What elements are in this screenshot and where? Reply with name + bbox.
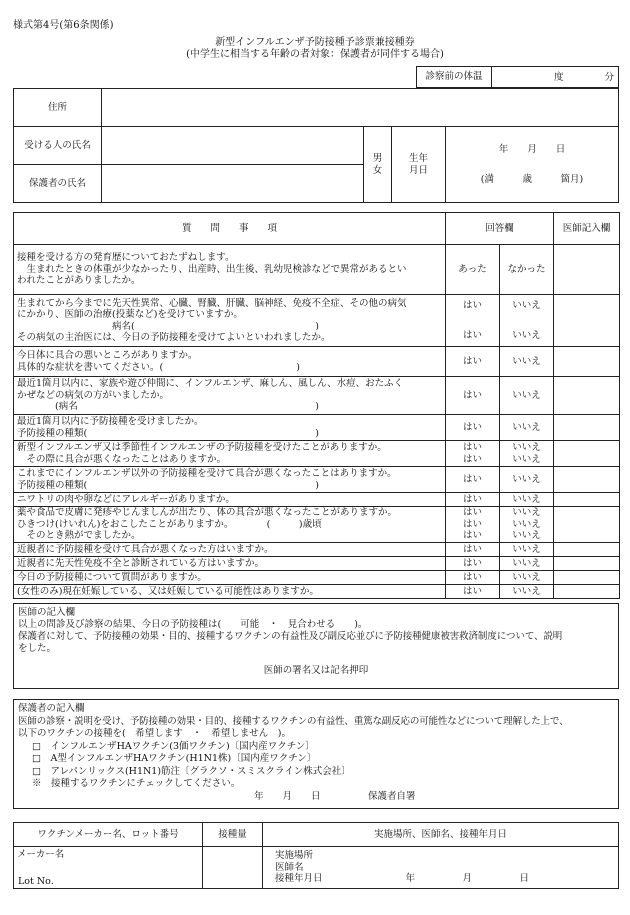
question-row bbox=[14, 377, 620, 415]
dose-field[interactable] bbox=[203, 847, 263, 889]
question-line: (女性のみ)現在妊娠している、又は妊娠している可能性はありますか。 bbox=[17, 585, 319, 597]
temperature-field[interactable] bbox=[492, 67, 619, 88]
answer-yes-cell[interactable] bbox=[446, 245, 500, 295]
answer-option[interactable]: いいえ bbox=[512, 421, 541, 433]
answer-option[interactable]: いいえ bbox=[512, 518, 541, 530]
question-row bbox=[14, 441, 620, 467]
question-row bbox=[14, 543, 620, 557]
doctor-explanation: 保護者に対して、予防接種の効果・目的、接種するワクチンの有益性及び副反応並びに予防接種健康被害救済制度について、説明 bbox=[18, 631, 563, 642]
question-text bbox=[14, 507, 446, 543]
answer-option[interactable]: はい bbox=[462, 507, 482, 519]
question-line: その際に具合が悪くなったことはありますか。 bbox=[17, 453, 227, 465]
address-label: 住所 bbox=[14, 89, 102, 127]
answer-option[interactable]: はい bbox=[462, 571, 482, 583]
answer-option[interactable]: はい bbox=[462, 389, 482, 401]
answer-yes-cell[interactable] bbox=[446, 295, 500, 347]
answer-option[interactable]: いいえ bbox=[512, 300, 541, 311]
question-text bbox=[14, 295, 446, 347]
answer-yes-cell[interactable] bbox=[446, 415, 500, 441]
doctor-notes-cell[interactable] bbox=[554, 347, 620, 377]
temperature-label: 診察前の体温 bbox=[417, 67, 492, 88]
vaccine-note: ※ 接種するワクチンにチェックしてください。 bbox=[32, 778, 241, 789]
doctor-notes-cell[interactable] bbox=[554, 493, 620, 507]
question-table bbox=[13, 212, 620, 599]
answer-option[interactable]: はい bbox=[462, 421, 482, 433]
doctor-notes-cell[interactable] bbox=[554, 557, 620, 571]
answer-no-cell[interactable] bbox=[500, 441, 554, 467]
answer-option[interactable]: はい bbox=[462, 493, 482, 505]
answer-yes-cell[interactable] bbox=[446, 557, 500, 571]
question-row bbox=[14, 585, 620, 599]
form-title: 新型インフルエンザ予防接種予診票兼接種券 bbox=[215, 37, 415, 48]
question-line: にかかり、医師の治療(投薬など)を受けていますか。 bbox=[17, 309, 243, 320]
place-doctor-date-field[interactable] bbox=[263, 847, 619, 889]
question-row bbox=[14, 507, 620, 543]
doctor-section bbox=[13, 603, 619, 689]
question-row bbox=[14, 571, 620, 585]
answer-yes-cell[interactable] bbox=[446, 377, 500, 415]
question-line: その病気の主治医には、今日の予防接種を受けてよいといわれましたか。 bbox=[17, 332, 331, 343]
question-line: これまでにインフルエンザ以外の予防接種を受けて具合が悪くなったことはありますか。 bbox=[17, 468, 397, 479]
birthdate-field[interactable] bbox=[446, 127, 619, 203]
answer-no-cell[interactable] bbox=[500, 377, 554, 415]
doctor-notes-cell[interactable] bbox=[554, 507, 620, 543]
birth-label-2: 月日 bbox=[408, 164, 428, 176]
date-row bbox=[275, 873, 615, 885]
date-label: 接種年月日 bbox=[275, 873, 323, 885]
male-label: 男 bbox=[372, 153, 383, 165]
answer-yes-cell[interactable] bbox=[446, 467, 500, 493]
sex-cell[interactable] bbox=[364, 127, 392, 203]
question-line: そのとき熱がでましたか。 bbox=[17, 530, 141, 542]
doctor-notes-cell[interactable] bbox=[554, 295, 620, 347]
question-row bbox=[14, 347, 620, 377]
answer-option[interactable]: はい bbox=[462, 442, 482, 453]
doctor-notes-cell[interactable] bbox=[554, 441, 620, 467]
question-text bbox=[14, 245, 446, 295]
guardian-field[interactable] bbox=[102, 165, 364, 203]
answer-no-cell[interactable] bbox=[500, 585, 554, 599]
doctor-notes-cell[interactable] bbox=[554, 543, 620, 557]
answer-yes-cell[interactable] bbox=[446, 493, 500, 507]
answer-option[interactable]: はい bbox=[462, 355, 482, 367]
question-line: われたことがありましたか。 bbox=[17, 275, 141, 287]
question-line: 最近1箇月以内に予防接種を受けましたか。 bbox=[17, 416, 204, 427]
answer-option[interactable]: はい bbox=[462, 300, 482, 311]
question-line: 生まれたときの体重が少なかったり、出産時、出生後、乳幼児検診などで異常があるとい bbox=[17, 263, 407, 275]
answer-no-cell[interactable] bbox=[500, 245, 554, 295]
answer-option[interactable]: いいえ bbox=[512, 473, 541, 485]
guardian-choice[interactable]: 以下のワクチンの接種を( 希望します ・ 希望しません )。 bbox=[18, 728, 291, 739]
question-text bbox=[14, 377, 446, 415]
minute-unit: 分 bbox=[604, 72, 614, 83]
doctor-judgement: 以上の問診及び診察の結果、今日の予防接種は( 可能 ・ 見合わせる )。 bbox=[18, 619, 368, 630]
answer-no-cell[interactable] bbox=[500, 557, 554, 571]
form-subtitle: (中学生に相当する年齢の者対象：保護者が同伴する場合) bbox=[186, 49, 444, 60]
maker-lot-header: ワクチンメーカー名、ロット番号 bbox=[14, 823, 203, 847]
lot-label: Lot No. bbox=[18, 875, 54, 887]
guardian-section bbox=[13, 699, 619, 809]
answer-yes-cell[interactable] bbox=[446, 585, 500, 599]
question-line: 新型インフルエンザ又は季節性インフルエンザの予防接種を受けたことがありますか。 bbox=[17, 442, 387, 453]
question-text bbox=[14, 347, 446, 377]
doctor-name-label: 医師名 bbox=[275, 861, 304, 873]
answer-no-cell[interactable] bbox=[500, 493, 554, 507]
question-line: 生まれてから今までに先天性異常、心臓、腎臓、肝臓、脳神経、免疫不全症、その他の病気 bbox=[17, 297, 407, 309]
question-line: (病名 ) bbox=[17, 401, 319, 413]
answer-option[interactable]: はい bbox=[462, 329, 482, 341]
answer-option[interactable]: はい bbox=[462, 453, 482, 465]
question-row bbox=[14, 493, 620, 507]
guardian-section-title: 保護者の記入欄 bbox=[18, 703, 85, 714]
question-text bbox=[14, 571, 446, 585]
answer-option[interactable]: なかった bbox=[507, 263, 546, 275]
answer-yes-cell[interactable] bbox=[446, 507, 500, 543]
answer-option[interactable]: いいえ bbox=[512, 453, 541, 465]
question-text bbox=[14, 441, 446, 467]
question-row bbox=[14, 245, 620, 295]
doctor-signature-label[interactable]: 医師の署名又は記名押印 bbox=[263, 665, 369, 676]
question-line: 今日体に具合の悪いところがありますか。 bbox=[17, 350, 198, 361]
question-line: 接種を受ける方の発育歴についておたずねします。 bbox=[17, 252, 235, 264]
question-text bbox=[14, 543, 446, 557]
birth-label-1: 生年 bbox=[408, 153, 428, 165]
question-text bbox=[14, 585, 446, 599]
answer-no-cell[interactable] bbox=[500, 415, 554, 441]
question-line: 近親者に予防接種を受けて具合が悪くなった方はいますか。 bbox=[17, 543, 274, 555]
answer-header: 回答欄 bbox=[446, 213, 554, 245]
maker-lot-field[interactable] bbox=[14, 847, 203, 889]
doctor-notes-cell[interactable] bbox=[554, 571, 620, 585]
question-row bbox=[14, 415, 620, 441]
question-row bbox=[14, 295, 620, 347]
vaccination-record-table bbox=[13, 822, 619, 889]
doctor-section-title: 医師の記入欄 bbox=[18, 607, 76, 618]
answer-option[interactable]: いいえ bbox=[512, 557, 541, 569]
doctor-notes-cell[interactable] bbox=[554, 585, 620, 599]
doctor-notes-cell[interactable] bbox=[554, 467, 620, 493]
vaccine-option-2[interactable]: □ A型インフルエンザHAワクチン(H1N1株)〔国内産ワクチン〕 bbox=[32, 753, 317, 764]
dose-header: 接種量 bbox=[203, 823, 263, 847]
question-row bbox=[14, 467, 620, 493]
age-field: (満 歳 箇月) bbox=[480, 173, 584, 185]
answer-option[interactable]: はい bbox=[462, 557, 482, 569]
answer-yes-cell[interactable] bbox=[446, 543, 500, 557]
doctor-notes-cell[interactable] bbox=[554, 245, 620, 295]
answer-option[interactable]: いいえ bbox=[512, 329, 541, 341]
question-header: 質 問 事 項 bbox=[14, 213, 446, 245]
vaccine-option-1[interactable]: □ インフルエンザHAワクチン(3価ワクチン)〔国内産ワクチン〕 bbox=[32, 740, 315, 752]
answer-option[interactable]: いいえ bbox=[512, 585, 541, 597]
birthdate-ymd: 年 月 日 bbox=[498, 143, 566, 155]
question-text bbox=[14, 557, 446, 571]
question-line: ひきつけ(けいれん)をおこしたことがありますか。 ( )歳頃 bbox=[17, 518, 322, 530]
guardian-signature[interactable]: 年 月 日 保護者自署 bbox=[254, 790, 416, 802]
answer-option[interactable]: はい bbox=[462, 530, 482, 542]
temperature-table bbox=[416, 66, 619, 88]
date-ymd: 年 月 日 bbox=[405, 873, 530, 885]
answer-no-cell[interactable] bbox=[500, 507, 554, 543]
answer-option[interactable]: はい bbox=[462, 585, 482, 597]
question-line: 薬や食品で皮膚に発疹やじんましんが出たり、体の具合が悪くなったことがありますか。 bbox=[17, 507, 398, 519]
answer-yes-cell[interactable] bbox=[446, 571, 500, 585]
doctor-notes-cell[interactable] bbox=[554, 377, 620, 415]
form-number: 様式第4号(第6条関係) bbox=[13, 20, 114, 31]
answer-no-cell[interactable] bbox=[500, 467, 554, 493]
question-line: 予防接種の種類( ) bbox=[17, 479, 319, 491]
question-line: 今日の予防接種について質問がありますか。 bbox=[17, 571, 207, 583]
birth-label bbox=[392, 127, 446, 203]
question-text bbox=[14, 493, 446, 507]
place-label: 実施場所 bbox=[275, 850, 314, 862]
question-row bbox=[14, 557, 620, 571]
degree-unit: 度 bbox=[554, 72, 564, 83]
answer-option[interactable]: いいえ bbox=[512, 530, 541, 542]
guardian-consent: 医師の診察・説明を受け、予防接種の効果・目的、接種するワクチンの有益性、重篤な副反応の可能性などについて理解した上で、 bbox=[18, 715, 569, 727]
answer-option[interactable]: いいえ bbox=[512, 493, 541, 505]
answer-no-cell[interactable] bbox=[500, 295, 554, 347]
recipient-label: 受ける人の氏名 bbox=[14, 127, 102, 165]
vaccine-option-3[interactable]: □ アレパンリックス(H1N1)筋注〔グラクソ・スミスクライン株式会社〕 bbox=[32, 765, 351, 777]
question-line: 具体的な症状を書いてください。( ) bbox=[17, 361, 300, 373]
doctor-notes-cell[interactable] bbox=[554, 415, 620, 441]
recipient-field[interactable] bbox=[102, 127, 364, 165]
guardian-label: 保護者の氏名 bbox=[14, 165, 102, 203]
answer-option[interactable]: いいえ bbox=[512, 543, 541, 555]
question-line: ニワトリの肉や卵などにアレルギーがありますか。 bbox=[17, 493, 235, 505]
address-field[interactable] bbox=[102, 89, 619, 127]
question-line: 最近1箇月以内に、家族や遊び仲間に、インフルエンザ、麻しん、風しん、水痘、おたふく bbox=[17, 378, 404, 390]
answer-option[interactable]: いいえ bbox=[512, 571, 541, 583]
answer-no-cell[interactable] bbox=[500, 543, 554, 557]
question-text bbox=[14, 467, 446, 493]
maker-label: メーカー名 bbox=[17, 849, 65, 860]
question-line: かぜなどの病気の方がいましたか。 bbox=[17, 389, 170, 401]
female-label: 女 bbox=[372, 164, 383, 176]
answer-no-cell[interactable] bbox=[500, 347, 554, 377]
question-line: 近親者に先天性免疫不全と診断されている方はいますか。 bbox=[17, 557, 265, 569]
personal-info-table bbox=[13, 88, 619, 203]
answer-yes-cell[interactable] bbox=[446, 441, 500, 467]
question-line: 予防接種の種類( ) bbox=[17, 427, 319, 439]
answer-option[interactable]: あった bbox=[458, 263, 487, 275]
place-doctor-date-header: 実施場所、医師名、接種年月日 bbox=[263, 823, 619, 847]
answer-option[interactable]: いいえ bbox=[512, 355, 541, 367]
answer-option[interactable]: いいえ bbox=[512, 442, 541, 453]
doctor-explanation-2: をした。 bbox=[18, 643, 57, 654]
question-line: 病名( ) bbox=[17, 320, 319, 332]
answer-option[interactable]: はい bbox=[462, 473, 482, 485]
answer-option[interactable]: はい bbox=[462, 518, 482, 530]
doctor-notes-header: 医師記入欄 bbox=[554, 213, 620, 245]
answer-yes-cell[interactable] bbox=[446, 347, 500, 377]
answer-option[interactable]: はい bbox=[462, 543, 482, 555]
question-text bbox=[14, 415, 446, 441]
answer-option[interactable]: いいえ bbox=[512, 389, 541, 401]
answer-option[interactable]: いいえ bbox=[512, 507, 541, 519]
answer-no-cell[interactable] bbox=[500, 571, 554, 585]
